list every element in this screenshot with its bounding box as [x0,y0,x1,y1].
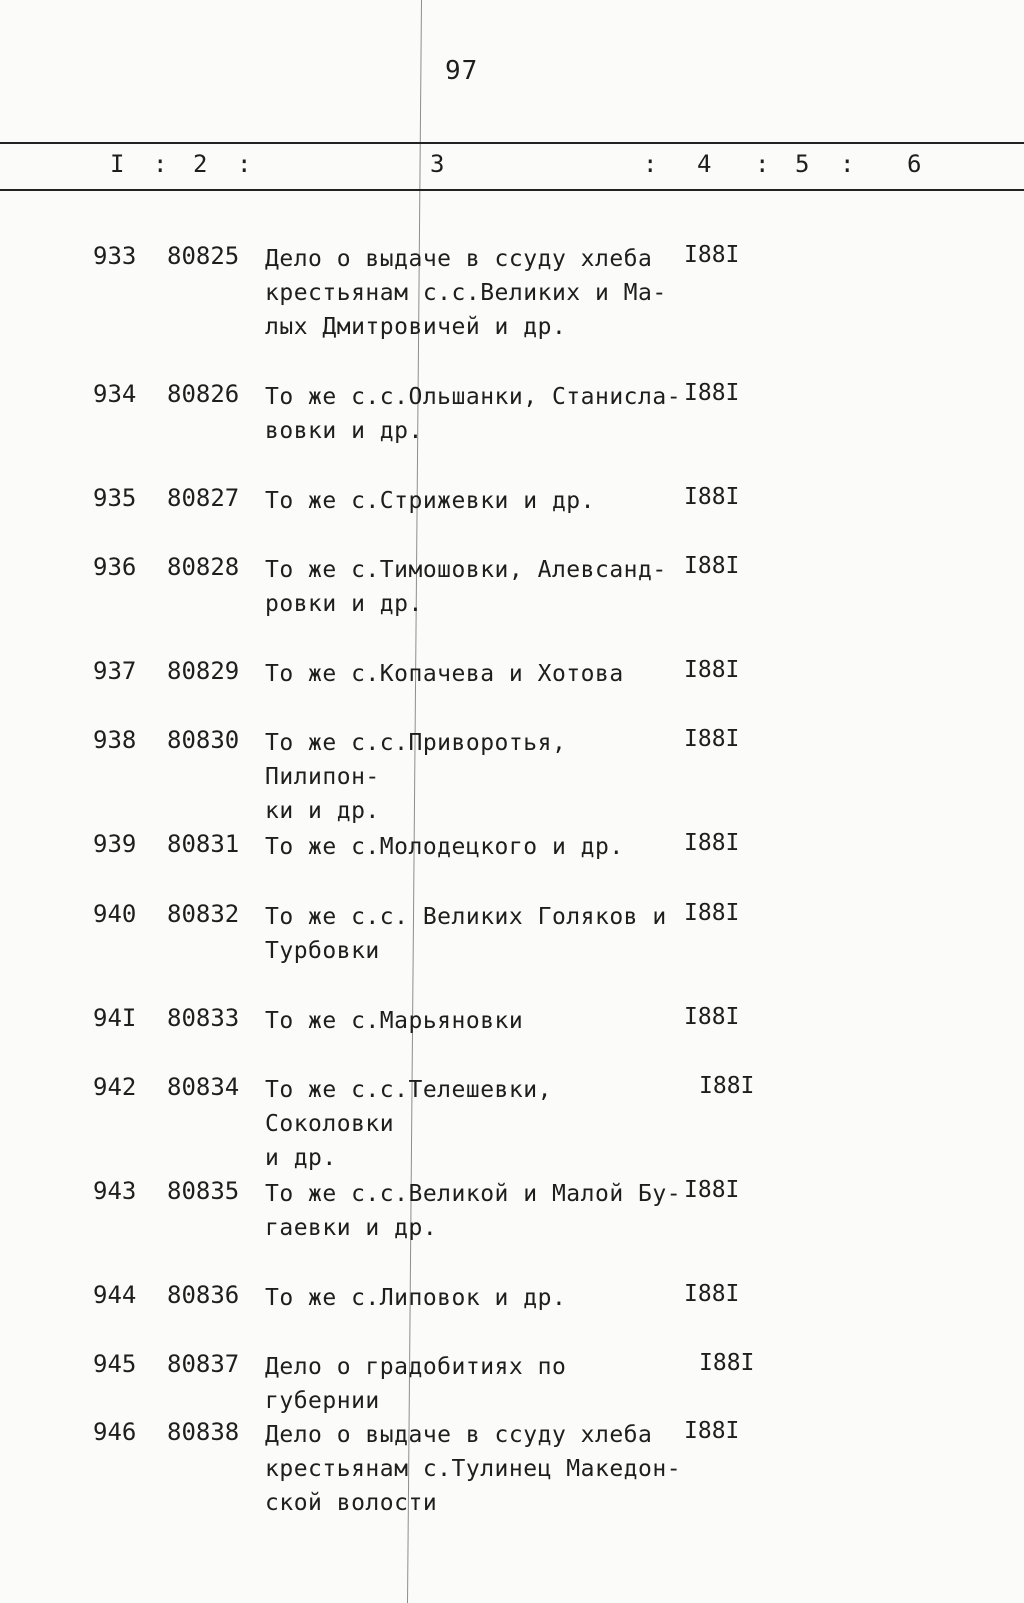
row-description: То же с.с.Телешевки, Соколовки и др. [265,1077,552,1171]
header-top-rule [0,142,1024,144]
row-code: 80827 [167,484,240,512]
row-number: 937 [93,657,137,685]
row-number: 94I [93,1004,137,1032]
row-code: 80826 [167,380,240,408]
row-number: 939 [93,830,137,858]
row-year: I88I [699,1073,755,1099]
header-separator: : [237,150,252,178]
header-separator: : [755,150,770,178]
header-separator: : [840,150,855,178]
header-col-3: 3 [430,150,445,178]
row-description: То же с.Липовок и др. [265,1285,567,1311]
row-description: То же с.Тимошовки, Алевсанд- ровки и др. [265,557,667,617]
row-description: То же с.Молодецкого и др. [265,834,624,860]
header-col-2: 2 [193,150,208,178]
row-year: I88I [684,242,740,268]
row-description: То же с.с.Приворотья, Пилипон- ки и др. [265,730,567,824]
row-number: 934 [93,380,137,408]
row-description: То же с.Стрижевки и др. [265,488,595,514]
row-number: 938 [93,726,137,754]
row-number: 936 [93,553,137,581]
row-description: То же с.с.Великой и Малой Бу- гаевки и др. [265,1181,682,1241]
row-year: I88I [684,484,740,510]
row-year: I88I [684,553,740,579]
row-number: 945 [93,1350,137,1378]
header-separator: : [153,150,168,178]
row-code: 80825 [167,242,240,270]
row-number: 935 [93,484,137,512]
row-description: То же с.Копачева и Хотова [265,661,624,687]
row-number: 943 [93,1177,137,1205]
header-col-6: 6 [907,150,922,178]
row-code: 80838 [167,1418,240,1446]
row-year: I88I [684,380,740,406]
header-separator: : [643,150,658,178]
row-code: 80836 [167,1281,240,1309]
row-description: Дело о выдаче в ссуду хлеба крестьянам с.с.Великих и Ма- лых Дмитровичей и др. [265,246,667,340]
row-description: Дело о выдаче в ссуду хлеба крестьянам с.Тулинец Македон- ской волости [265,1422,682,1516]
row-code: 80828 [167,553,240,581]
header-col-1: I [110,150,125,178]
row-code: 80834 [167,1073,240,1101]
row-year: I88I [699,1350,755,1376]
row-number: 940 [93,900,137,928]
row-number: 944 [93,1281,137,1309]
row-year: I88I [684,1177,740,1203]
header-col-4: 4 [697,150,712,178]
row-code: 80833 [167,1004,240,1032]
row-code: 80837 [167,1350,240,1378]
row-number: 942 [93,1073,137,1101]
row-description: То же с.Марьяновки [265,1008,524,1034]
row-code: 80829 [167,657,240,685]
row-year: I88I [684,1004,740,1030]
row-description: То же с.с.Ольшанки, Станисла- вовки и др. [265,384,682,444]
row-number: 933 [93,242,137,270]
row-code: 80835 [167,1177,240,1205]
row-number: 946 [93,1418,137,1446]
row-year: I88I [684,1281,740,1307]
row-description: То же с.с. Великих Голяков и Турбовки [265,904,667,964]
row-year: I88I [684,1418,740,1444]
row-year: I88I [684,830,740,856]
row-year: I88I [684,657,740,683]
page-number: 97 [445,56,479,86]
row-code: 80832 [167,900,240,928]
header-col-5: 5 [795,150,810,178]
row-year: I88I [684,900,740,926]
row-code: 80830 [167,726,240,754]
header-bottom-rule [0,189,1024,191]
row-year: I88I [684,726,740,752]
row-description: Дело о градобитиях по губернии [265,1354,567,1414]
row-code: 80831 [167,830,240,858]
